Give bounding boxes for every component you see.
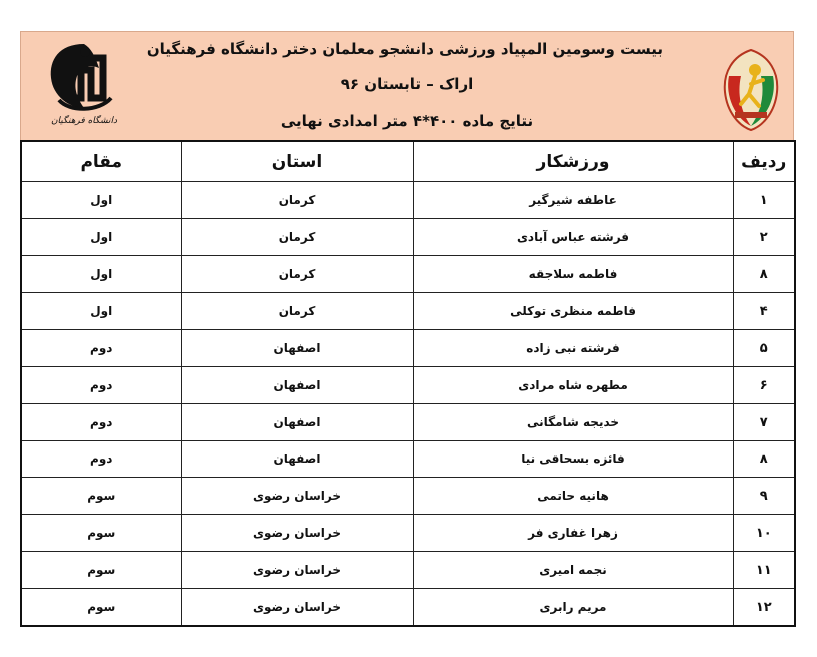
rank: اول [21,293,181,330]
athlete-name: هانیه حاتمی [413,478,733,515]
rank: دوم [21,367,181,404]
row-number: ۹ [733,478,795,515]
athlete-name: مریم رابری [413,589,733,627]
athlete-name: فرشته عباس آبادی [413,219,733,256]
province: کرمان [181,256,413,293]
athlete-name: زهرا غفاری فر [413,515,733,552]
athlete-name: خدیجه شامگانی [413,404,733,441]
table-row [21,330,795,367]
olympiad-emblem-icon [715,46,787,132]
row-number: ۲ [733,219,795,256]
table-row [21,589,795,627]
row-number: ۱۲ [733,589,795,627]
column-header-row-number: ردیف [733,141,795,182]
rank: دوم [21,441,181,478]
province: اصفهان [181,441,413,478]
table-row [21,367,795,404]
title-line-1: بیست وسومین المپیاد ورزشی دانشجو معلمان دختر دانشگاه فرهنگیان [146,40,663,58]
table-row [21,256,795,293]
rank: سوم [21,589,181,627]
farhangian-university-logo-icon [29,38,139,134]
column-header-rank: مقام [21,141,181,182]
table-row [21,552,795,589]
results-sheet [20,31,794,627]
province: کرمان [181,219,413,256]
athlete-name: نجمه امیری [413,552,733,589]
rank: سوم [21,552,181,589]
title-line-3: نتایج ماده ۴۰۰*۴ متر امدادی نهایی [280,112,534,130]
title-line-2: اراک – تابستان ۹۶ [340,75,474,93]
table-row [21,293,795,330]
province: اصفهان [181,330,413,367]
province: خراسان رضوی [181,552,413,589]
row-number: ۱۱ [733,552,795,589]
athlete-name: فائزه بسحاقی نیا [413,441,733,478]
province: اصفهان [181,367,413,404]
table-row [21,404,795,441]
column-header-province: استان [181,141,413,182]
rank: سوم [21,478,181,515]
athlete-name: عاطفه شیرگیر [413,182,733,219]
province: کرمان [181,182,413,219]
rank: سوم [21,515,181,552]
header-banner [20,31,794,140]
table-row [21,219,795,256]
row-number: ۷ [733,404,795,441]
rank: دوم [21,330,181,367]
row-number: ۵ [733,330,795,367]
athlete-name: فرشته نبی زاده [413,330,733,367]
rank: دوم [21,404,181,441]
table-row [21,182,795,219]
row-number: ۱ [733,182,795,219]
row-number: ۱۰ [733,515,795,552]
province: اصفهان [181,404,413,441]
athlete-name: فاطمه سلاجقه [413,256,733,293]
row-number: ۴ [733,293,795,330]
column-header-athlete: ورزشکار [413,141,733,182]
logo-caption: دانشگاه فرهنگیان [50,116,118,126]
athlete-name: مطهره شاه مرادی [413,367,733,404]
province: خراسان رضوی [181,589,413,627]
province: خراسان رضوی [181,515,413,552]
province: خراسان رضوی [181,478,413,515]
rank: اول [21,256,181,293]
table-row [21,515,795,552]
rank: اول [21,219,181,256]
table-row [21,441,795,478]
row-number: ۶ [733,367,795,404]
rank: اول [21,182,181,219]
table-row [21,478,795,515]
table-header-row [21,141,795,182]
athlete-name: فاطمه منظری توکلی [413,293,733,330]
row-number: ۸ [733,256,795,293]
province: کرمان [181,293,413,330]
row-number: ۸ [733,441,795,478]
results-table [20,140,796,627]
